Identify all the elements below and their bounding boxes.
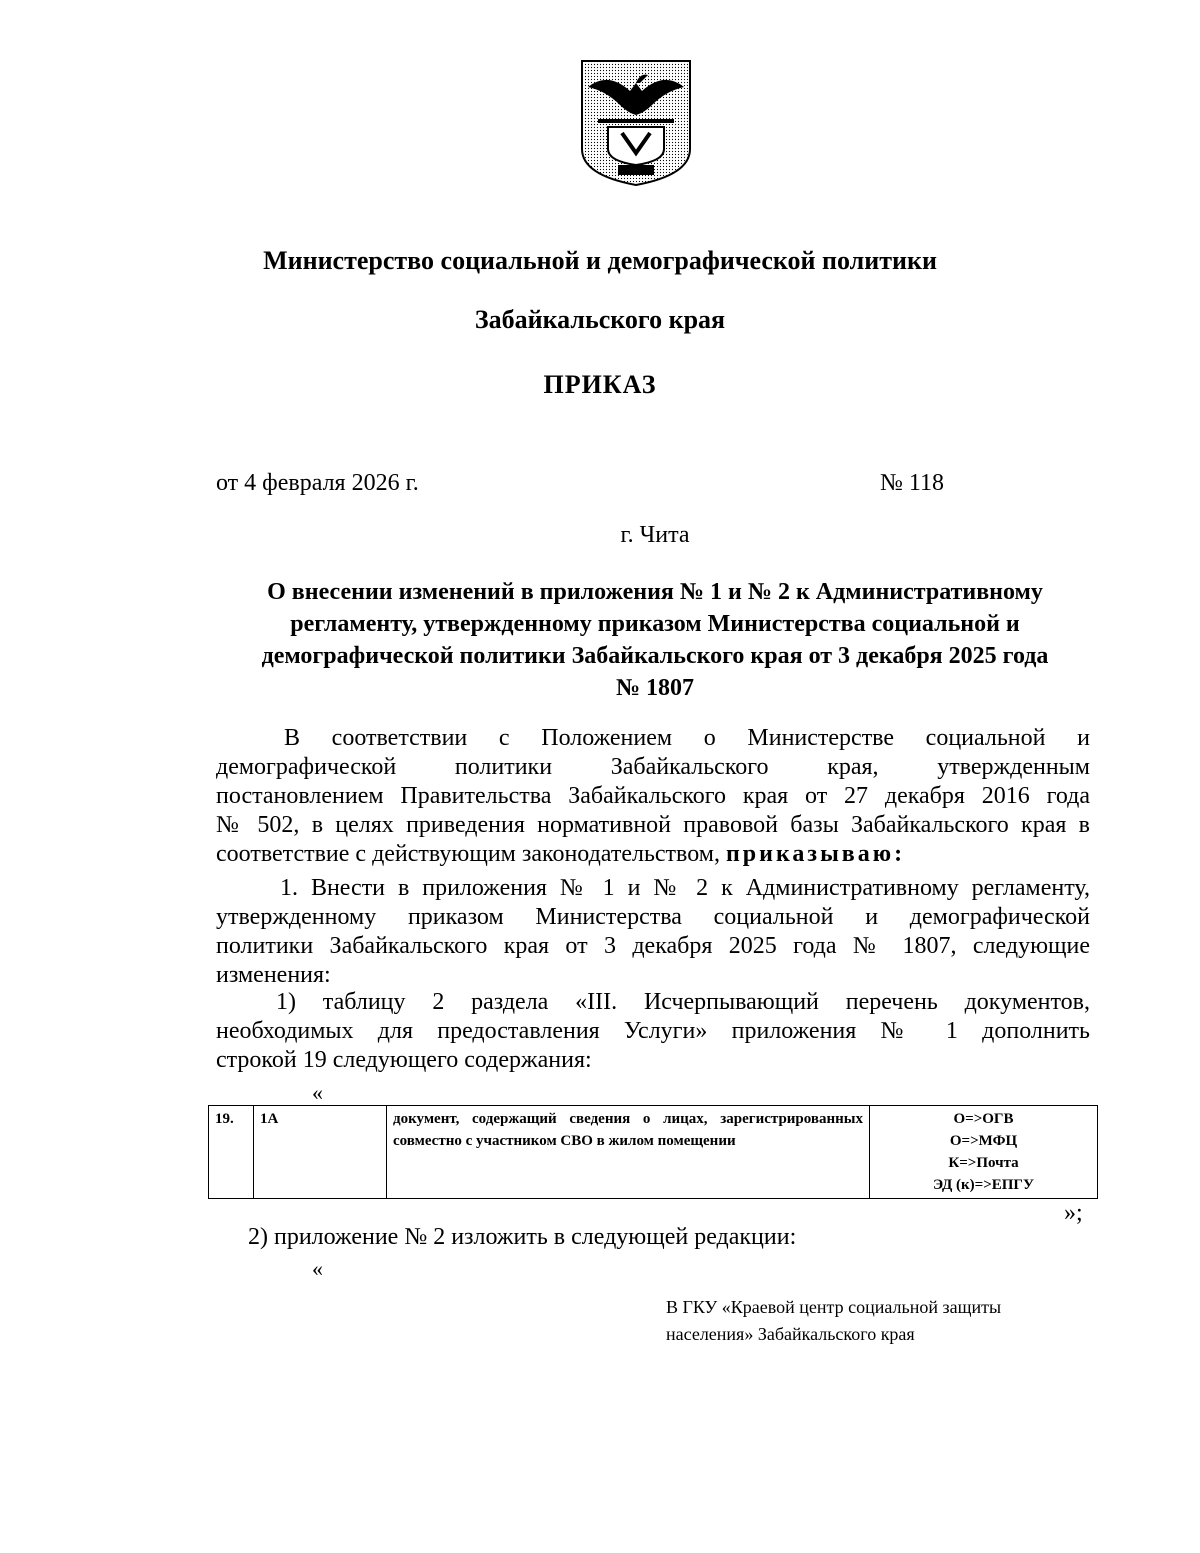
subitem-2: 2) приложение № 2 изложить в следующей редакции: [248, 1224, 797, 1250]
preamble-last-text: соответствие с действующим законодательством, [216, 841, 720, 867]
documents-table-row-19 [208, 1105, 1098, 1199]
code-cell: 1А [254, 1106, 387, 1199]
row-number-cell: 19. [209, 1106, 254, 1199]
order-number: № 118 [880, 470, 945, 496]
channel-item: О=>ОГВ [953, 1111, 1014, 1127]
document-type: ПРИКАЗ [543, 370, 657, 399]
paragraph-line: демографической политики Забайкальского края, утвержденным [216, 754, 1090, 780]
channels-cell [870, 1106, 1098, 1199]
paragraph-line: В соответствии с Положением о Министерстве социальной и [284, 725, 1090, 751]
paragraph-line: политики Забайкальского края от 3 декабря 2025 года № 1807, следующие [216, 933, 1090, 959]
paragraph-line: 1) таблицу 2 раздела «III. Исчерпывающий перечень документов, [276, 989, 1090, 1015]
closing-quote: »; [1064, 1200, 1083, 1226]
paragraph-line [216, 840, 1090, 869]
paragraph-line: строкой 19 следующего содержания: [216, 1047, 592, 1073]
addressee-line: В ГКУ «Краевой центр социальной защиты [666, 1297, 1002, 1317]
order-title [220, 576, 1090, 704]
item-1-paragraph [216, 874, 1090, 990]
title-line: № 1807 [615, 675, 695, 701]
table-row [209, 1106, 1098, 1199]
channel-item: ЭД (к)=>ЕПГУ [933, 1177, 1034, 1193]
paragraph-line: изменения: [216, 962, 331, 988]
paragraph-line: 1. Внести в приложения № 1 и № 2 к Административному регламенту, [280, 875, 1090, 901]
paragraph-line: утвержденному приказом Министерства социальной и демографической [216, 904, 1090, 930]
region-name: Забайкальского края [474, 305, 726, 334]
addressee-line: населения» Забайкальского края [666, 1324, 915, 1344]
subitem-1-paragraph [216, 988, 1090, 1075]
title-line: О внесении изменений в приложения № 1 и № 2 к Административному [267, 579, 1043, 605]
paragraph-line: № 502, в целях приведения нормативной правовой базы Забайкальского края в [216, 812, 1090, 838]
paragraph-line: необходимых для предоставления Услуги» приложения № 1 дополнить [216, 1018, 1090, 1044]
paragraph-line: постановлением Правительства Забайкальского края от 27 декабря 2016 года [216, 783, 1090, 809]
description-cell: документ, содержащий сведения о лицах, зарегистрированных совместно с участником СВО в жилом помещении [387, 1106, 870, 1199]
order-word: приказываю: [725, 841, 906, 867]
title-line: регламенту, утвержденному приказом Министерства социальной и [290, 611, 1020, 637]
coat-of-arms-emblem [578, 57, 694, 187]
preamble-paragraph [216, 724, 1090, 869]
city: г. Чита [620, 522, 690, 548]
opening-quote-2: « [312, 1256, 323, 1281]
opening-quote: « [312, 1080, 323, 1105]
title-line: демографической политики Забайкальского края от 3 декабря 2025 года [261, 643, 1049, 669]
order-date: от 4 февраля 2026 г. [216, 470, 419, 496]
ministry-name: Министерство социальной и демографической политики [263, 246, 937, 275]
channel-item: О=>МФЦ [949, 1133, 1018, 1149]
addressee-block [666, 1294, 1001, 1348]
channel-item: К=>Почта [948, 1155, 1019, 1171]
